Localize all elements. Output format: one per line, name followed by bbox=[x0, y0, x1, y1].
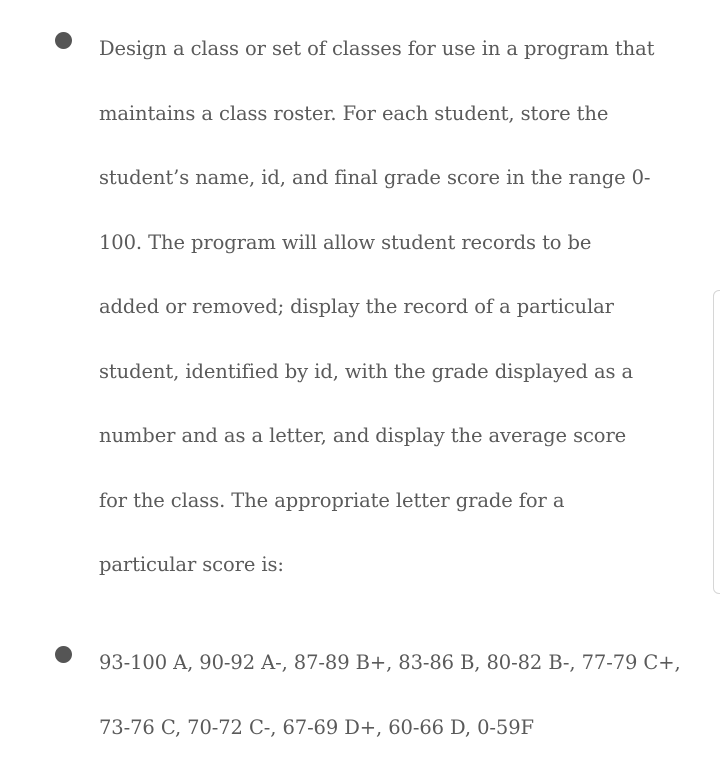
bullet-paragraph bbox=[99, 17, 659, 598]
text-line: 100. The program will allow student records to be bbox=[99, 230, 592, 254]
bullet-paragraph bbox=[99, 631, 681, 760]
side-panel-edge[interactable] bbox=[713, 290, 720, 594]
bullet-dot-icon bbox=[55, 646, 72, 663]
text-line: for the class. The appropriate letter grade for a bbox=[99, 488, 565, 512]
text-line: number and as a letter, and display the average score bbox=[99, 424, 627, 447]
text-line: Design a class or set of classes for use in a program that bbox=[99, 37, 655, 60]
text-line: maintains a class roster. For each student, store the bbox=[99, 101, 609, 125]
text-line: 73-76 C, 70-72 C-, 67-69 D+, 60-66 D, 0-59F bbox=[99, 715, 534, 739]
text-line: student, identified by id, with the grade displayed as a bbox=[99, 359, 634, 383]
text-line: particular score is: bbox=[99, 553, 284, 576]
bullet-dot-icon bbox=[55, 32, 72, 49]
text-line: student’s name, id, and final grade score in the range 0- bbox=[99, 166, 651, 189]
text-line: 93-100 A, 90-92 A-, 87-89 B+, 83-86 B, 80-82 B-, 77-79 C+, bbox=[99, 651, 681, 674]
text-line: added or removed; display the record of a particular bbox=[99, 295, 614, 318]
